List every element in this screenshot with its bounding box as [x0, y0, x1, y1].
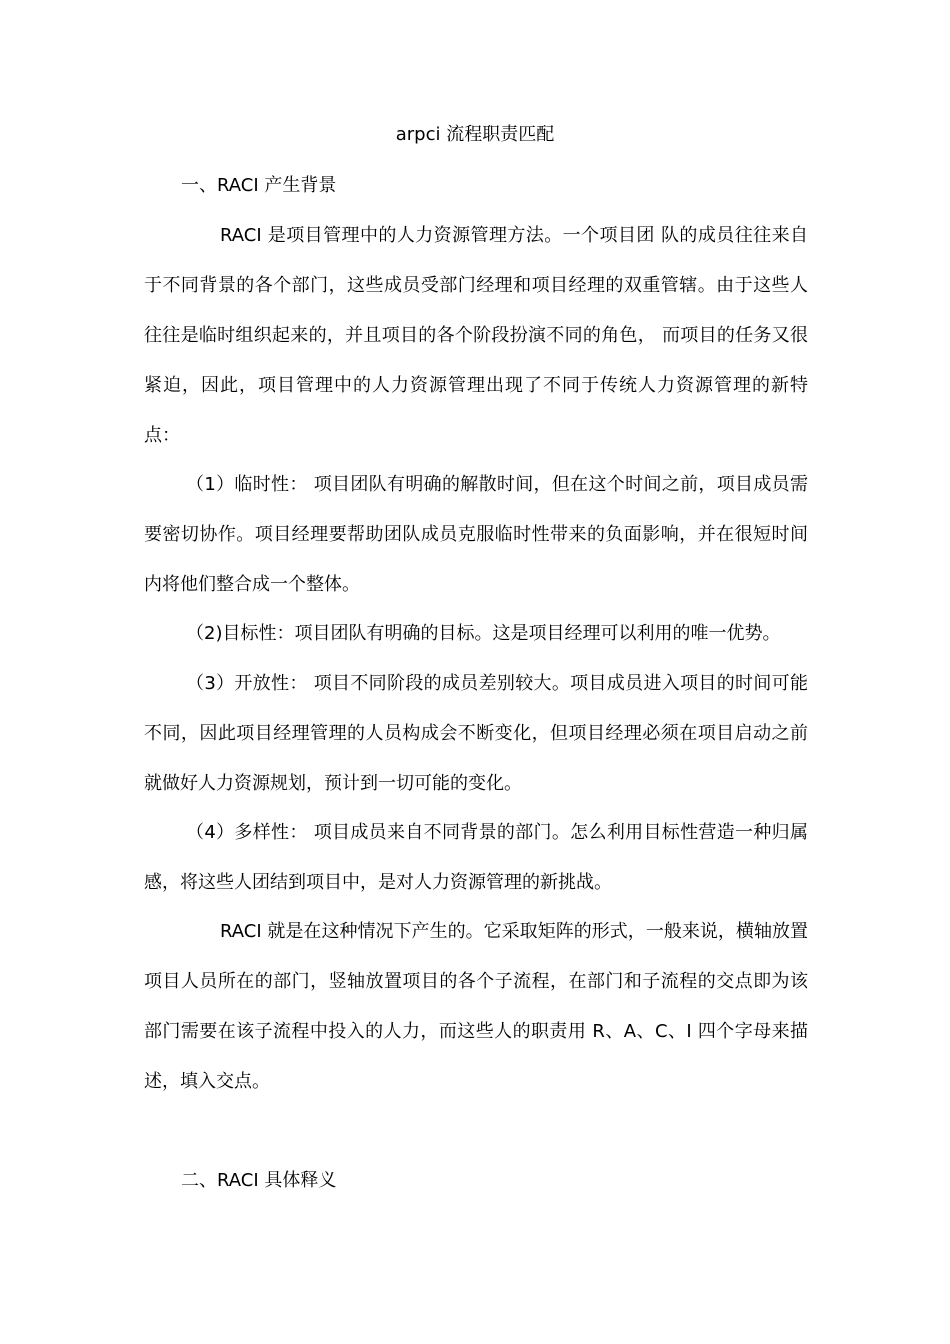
list-item-open: （3）开放性： 项目不同阶段的成员差别较大。项目成员进入项目的时间可能不同，因此项目经理管理的人员构成会不断变化，但项目经理必须在项目启动之前就做好人力资源规划，预计到一切可能的变化。: [144, 673, 808, 794]
section-heading-1: 一、RACI 产生背景: [181, 175, 337, 196]
conclusion-paragraph: RACI 就是在这种情况下产生的。它采取矩阵的形式，一般来说，横轴放置项目人员所在的部门，竖轴放置项目的各个子流程，在部门和子流程的交点即为该部门需要在该子流程中投入的人力，而这些人的职责用 R、A、C、I 四个字母来描述，填入交点。: [144, 921, 808, 1092]
list-item-temporary: （1）临时性： 项目团队有明确的解散时间，但在这个时间之前，项目成员需要密切协作。项目经理要帮助团队成员克服临时性带来的负面影响，并在很短时间内将他们整合成一个整体。: [144, 474, 808, 595]
list-item-diversity: （4）多样性： 项目成员来自不同背景的部门。怎么利用目标性营造一种归属感，将这些人团结到项目中，是对人力资源管理的新挑战。: [144, 822, 808, 893]
list-item-goal: （2)目标性：项目团队有明确的目标。这是项目经理可以利用的唯一优势。: [186, 623, 781, 644]
intro-paragraph: RACI 是项目管理中的人力资源管理方法。一个项目团 队的成员往往来自于不同背景的各个部门，这些成员受部门经理和项目经理的双重管辖。由于这些人往往是临时组织起来的，并且项目的各个阶段扮演不同的角色， 而项目的任务又很紧迫，因此，项目管理中的人力资源管理出现了不同于传统人力资源管理的新特点：: [144, 225, 808, 446]
section-heading-2: 二、RACI 具体释义: [181, 1170, 337, 1191]
document-title: arpci 流程职责匹配: [395, 124, 555, 145]
